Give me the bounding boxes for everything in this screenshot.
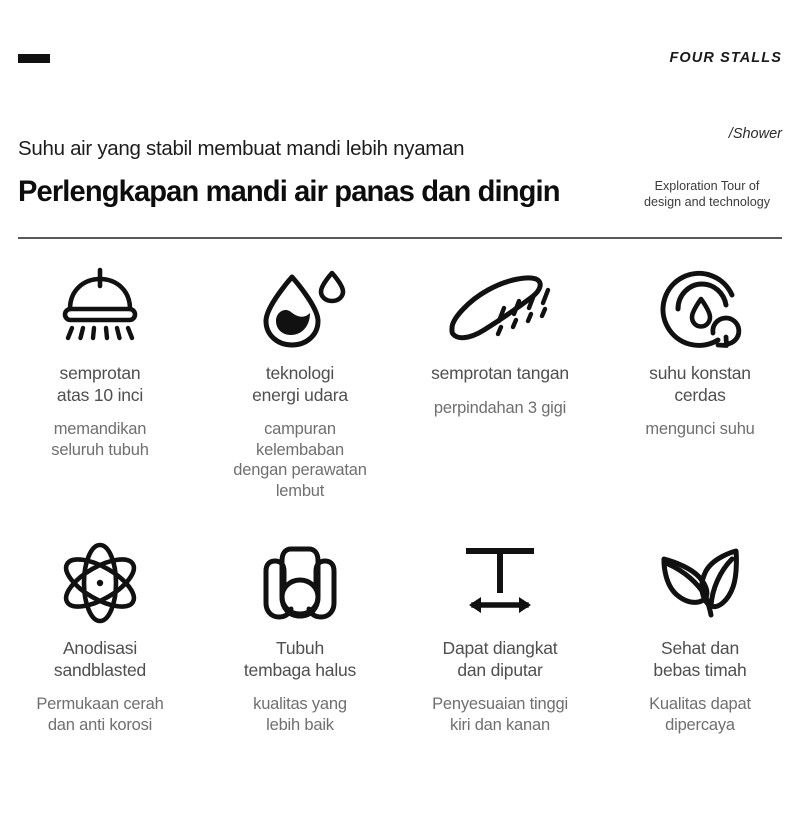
page-title: Perlengkapan mandi air panas dan dingin <box>18 175 560 208</box>
feature-label-primary: Tubuh tembaga halus <box>243 638 357 680</box>
feature-label-primary: Anodisasi sandblasted <box>53 638 147 680</box>
feature-cell-shower-head <box>0 265 200 540</box>
feature-label-secondary: perpindahan 3 gigi <box>433 398 567 417</box>
feature-label-secondary: campuran kelembaban dengan perawatan lembut <box>233 420 367 500</box>
copper-tubes-icon <box>255 540 345 626</box>
feature-cell-constant-temperature <box>600 265 800 540</box>
tagline <box>632 178 782 210</box>
constant-temperature-icon <box>656 265 744 351</box>
leaf-icon <box>654 540 746 626</box>
shower-head-icon <box>52 265 148 351</box>
tagline-line-1: Exploration Tour of <box>654 179 760 193</box>
feature-cell-lead-free <box>600 540 800 815</box>
feature-grid <box>0 265 800 815</box>
feature-label-primary: semprotan atas 10 inci <box>56 363 144 405</box>
feature-label-primary: Sehat dan bebas timah <box>653 638 747 680</box>
feature-cell-handheld-shower <box>400 265 600 540</box>
feature-label-secondary: Penyesuaian tinggi kiri dan kanan <box>432 695 568 734</box>
feature-label-secondary: Permukaan cerah dan anti korosi <box>36 695 164 734</box>
feature-label-secondary: Kualitas dapat dipercaya <box>649 695 751 734</box>
feature-label-secondary: kualitas yang lebih baik <box>253 695 347 734</box>
brand-name: FOUR STALLS <box>669 50 782 66</box>
feature-label-secondary: mengunci suhu <box>645 420 755 439</box>
header-divider <box>18 237 782 239</box>
feature-label-secondary: memandikan seluruh tubuh <box>51 420 149 459</box>
atom-icon <box>58 540 142 626</box>
page-header <box>0 0 800 238</box>
brand-dash-mark <box>18 54 50 63</box>
tagline-line-2: design and technology <box>643 195 771 210</box>
feature-cell-anodising <box>0 540 200 815</box>
feature-label-primary: teknologi energi udara <box>252 363 348 405</box>
height-adjust-icon <box>457 540 543 626</box>
category-tag: /Shower <box>728 126 782 142</box>
page-subtitle: Suhu air yang stabil membuat mandi lebih nyaman <box>18 137 465 160</box>
feature-label-primary: Dapat diangkat dan diputar <box>442 638 558 680</box>
feature-cell-air-energy <box>200 265 400 540</box>
feature-cell-height-adjust <box>400 540 600 815</box>
feature-label-primary: suhu konstan cerdas <box>649 363 751 405</box>
feature-label-primary: semprotan tangan <box>431 363 569 383</box>
handheld-shower-icon <box>442 265 558 351</box>
water-drop-icon <box>254 265 346 351</box>
feature-cell-copper-body <box>200 540 400 815</box>
